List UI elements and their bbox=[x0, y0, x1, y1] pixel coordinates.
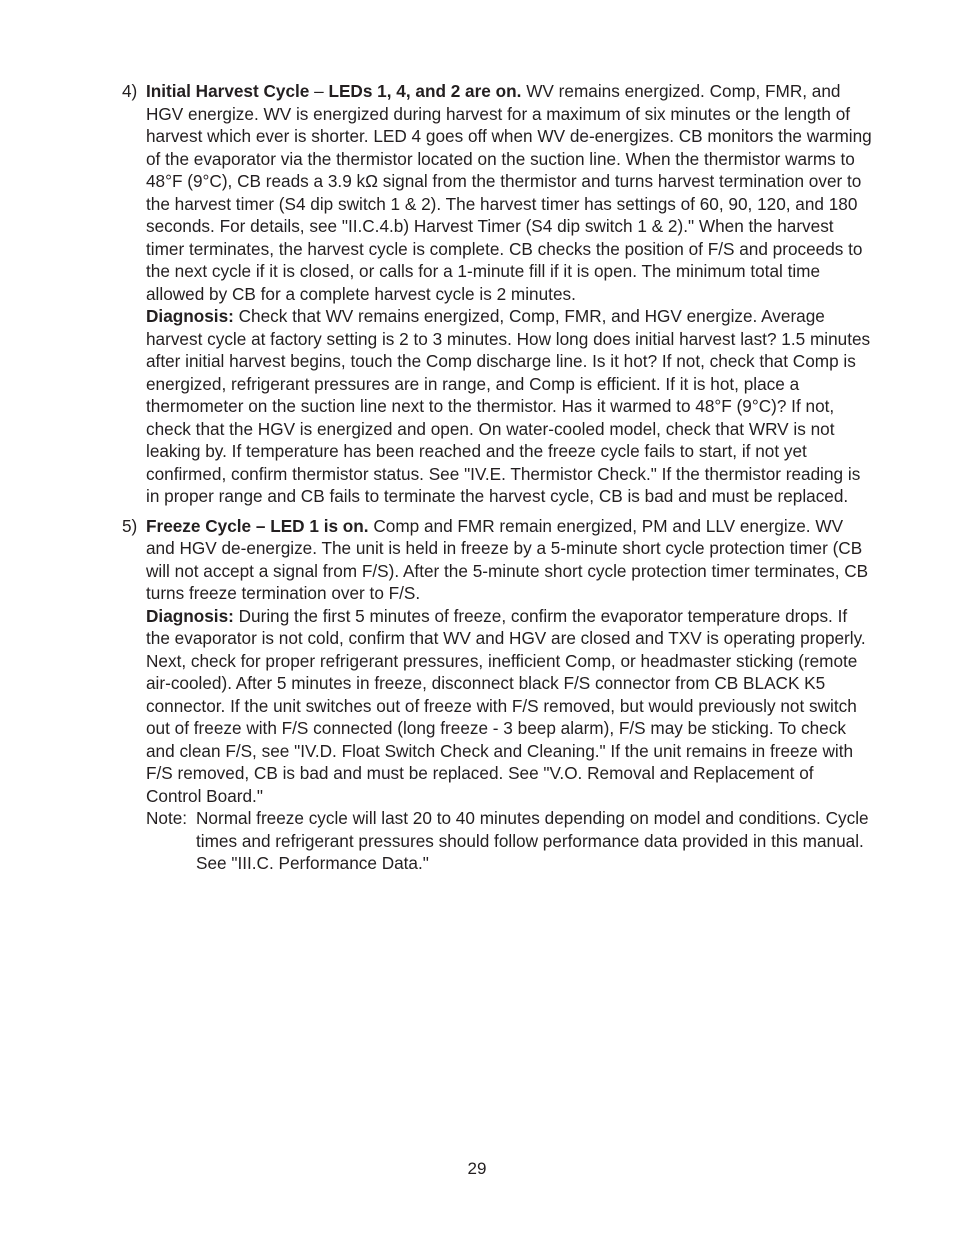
page-content bbox=[122, 80, 872, 882]
item-title: Initial Harvest Cycle bbox=[146, 81, 310, 101]
title-dash: – bbox=[309, 81, 329, 101]
diagnosis-paragraph bbox=[146, 305, 872, 508]
diagnosis-text: During the first 5 minutes of freeze, confirm the evaporator temperature drops. If the evaporator is not cold, confirm that WV and HGV are closed and TXV is operating properly. Next, check for proper refrigerant pressures, inefficient Comp, or headmaster sticking (remote air-cooled). After 5 minutes in freeze, disconnect black F/S connector from CB BLACK K5 connector. If the unit switches out of freeze with F/S removed, but would previously not switch out of freeze with F/S connected (long freeze - 3 beep alarm), F/S may be sticking. To check and clean F/S, see "IV.D. Float Switch Check and Cleaning." If the unit remains in freeze with F/S removed, CB is bad and must be replaced. See "V.O. Removal and Replacement of Control Board." bbox=[146, 605, 866, 806]
item-title: Freeze Cycle – LED 1 is on. bbox=[146, 515, 369, 536]
item-number: 4) bbox=[122, 81, 138, 101]
list-item-initial-harvest-cycle bbox=[122, 80, 872, 508]
list-item-freeze-cycle bbox=[122, 515, 872, 875]
diagnosis-text: Check that WV remains energized, Comp, FMR, and HGV energize. Average harvest cycle at factory setting is 2 to 3 minutes. How long does initial harvest last? 1.5 minutes after initial harvest begins, touch the Comp discharge line. Is it hot? If not, check that Comp is energized, refrigerant pressures are in range, and Comp is efficient. If it is hot, place a thermometer on the suction line next to the thermistor. Has it warmed to 48°F (9°C)? If not, check that the HGV is energized and open. On water-cooled model, check that WRV is not leaking by. If temperature has been reached and the freeze cycle fails to start, if not yet confirmed, confirm thermistor status. See "IV.E. Thermistor Check." If the thermistor reading is in proper range and CB fails to terminate the harvest cycle, CB is bad and must be replaced. bbox=[146, 306, 871, 506]
diagnosis-paragraph bbox=[146, 605, 872, 808]
item-paragraph bbox=[146, 80, 872, 305]
diagnosis-label: Diagnosis: bbox=[146, 605, 234, 626]
page-number: 29 bbox=[467, 1159, 487, 1178]
note-text: Normal freeze cycle will last 20 to 40 minutes depending on model and conditions. Cycle times and refrigerant pressures should follow performance data provided in this manual. See "III.C. Performance Data." bbox=[196, 808, 869, 873]
item-led-status: LEDs 1, 4, and 2 are on. bbox=[328, 81, 522, 101]
note-label: Note: bbox=[146, 808, 188, 828]
item-body: Comp and FMR remain energized, PM and LLV energize. WV and HGV de-energize. The unit is held in freeze by a 5-minute short cycle protection timer (CB will not accept a signal from F/S). After the 5-minute short cycle protection timer terminates, CB turns freeze termination over to F/S. bbox=[146, 515, 869, 603]
item-body: WV remains energized. Comp, FMR, and HGV energize. WV is energized during harvest for a maximum of six minutes or the length of harvest which ever is shorter. LED 4 goes off when WV de-energizes. CB monitors the warming of the evaporator via the thermistor located on the suction line. When the thermistor warms to 48°F (9°C), CB reads a 3.9 kΩ signal from the thermistor and turns harvest termination over to the harvest timer (S4 dip switch 1 & 2). The harvest timer has settings of 60, 90, 120, and 180 seconds. For details, see "II.C.4.b) Harvest Timer (S4 dip switch 1 & 2)." When the harvest timer terminates, the harvest cycle is complete. CB checks the position of F/S and proceeds to the next cycle if it is closed, or calls for a 1-minute fill if it is open. The minimum total time allowed by CB for a complete harvest cycle is 2 minutes. bbox=[146, 81, 872, 304]
note-block bbox=[146, 807, 872, 875]
diagnosis-label: Diagnosis: bbox=[146, 306, 234, 326]
item-number: 5) bbox=[122, 515, 138, 536]
item-paragraph bbox=[146, 515, 872, 605]
